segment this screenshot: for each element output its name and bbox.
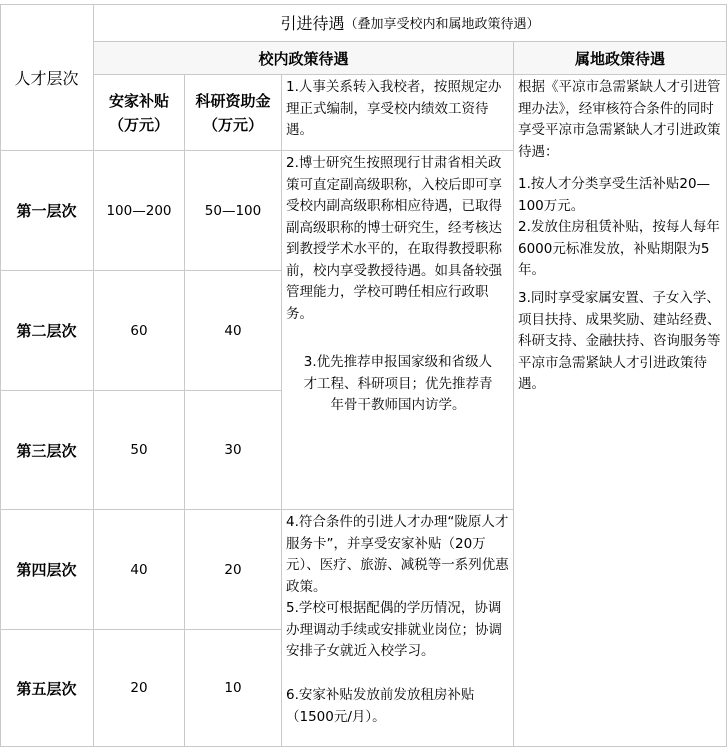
local-policy-item-2: 2.发放住房租赁补贴，按每人每年6000元标准发放，补贴期限为5年。 xyxy=(518,219,720,278)
research-fund-header xyxy=(185,75,282,151)
settle-allowance-header-line2: （万元） xyxy=(108,115,169,134)
level-label: 第二层次 xyxy=(16,322,77,340)
school-policy-item-5: 5.学校可根据配偶的学历情况，协调办理调动手续或安排就业岗位；协调安排子女就近入校学习。 xyxy=(286,600,502,659)
settle-allowance-value: 100—200 xyxy=(106,202,172,219)
settle-allowance-cell xyxy=(94,391,185,510)
settle-allowance-value: 50 xyxy=(130,442,148,458)
research-fund-cell xyxy=(185,630,282,747)
research-fund-cell xyxy=(185,391,282,510)
level-label: 第一层次 xyxy=(16,202,77,220)
school-policy-item-3 xyxy=(286,352,510,417)
table-row-level-4 xyxy=(0,510,94,630)
research-fund-cell xyxy=(185,510,282,630)
settle-allowance-header-line1: 安家补贴 xyxy=(108,91,169,110)
research-fund-header-line1: 科研资助金 xyxy=(195,91,271,110)
benefits-title-label: 引进待遇 xyxy=(280,14,345,33)
research-fund-cell xyxy=(185,151,282,271)
school-policy-item-3-line1: 3.优先推荐申报国家级和省级人 xyxy=(303,354,493,370)
local-policy-item-3: 3.同时享受家属安置、子女入学、项目扶持、成果奖励、建站经费、科研支持、金融扶持、咨询服务等平凉市急需紧缺人才引进政策待遇。 xyxy=(518,290,721,392)
local-policy-intro: 根据《平凉市急需紧缺人才引进管理办法》，经审核符合条件的同时享受平凉市急需紧缺人才引进政策待遇： xyxy=(518,79,721,160)
talent-level-header-label: 人才层次 xyxy=(14,68,79,88)
settle-allowance-value: 20 xyxy=(130,680,148,696)
talent-level-header xyxy=(0,4,94,151)
benefits-title xyxy=(94,4,727,42)
local-policy-header xyxy=(514,42,727,75)
school-policy-item-3-line2: 才工程、科研项目；优先推荐青 xyxy=(303,375,493,392)
school-policy-item-3-line3: 年骨干教师国内访学。 xyxy=(330,397,466,413)
level-label: 第五层次 xyxy=(16,679,77,698)
school-policy-item-4: 4.符合条件的引进人才办理“陇原人才服务卡”，并享受安家补贴（20万元）、医疗、旅游、减税等一系列优惠政策。 xyxy=(286,514,509,595)
local-policy-header-label: 属地政策待遇 xyxy=(574,49,665,68)
settle-allowance-value: 60 xyxy=(130,322,148,339)
level-label: 第四层次 xyxy=(16,561,77,579)
research-fund-header-line2: （万元） xyxy=(202,115,263,134)
level-label: 第三层次 xyxy=(16,441,77,460)
table-row-level-1 xyxy=(0,151,94,271)
settle-allowance-cell xyxy=(94,271,185,391)
research-fund-value: 30 xyxy=(224,442,242,458)
settle-allowance-cell xyxy=(94,510,185,630)
settle-allowance-header xyxy=(94,75,185,151)
table-row-level-5 xyxy=(0,630,94,747)
research-fund-value: 20 xyxy=(224,561,242,578)
benefits-title-note: （叠加享受校内和属地政策待遇） xyxy=(344,17,540,32)
table-row-level-2 xyxy=(0,271,94,391)
school-policy-header xyxy=(94,42,514,75)
settle-allowance-value: 40 xyxy=(130,561,148,578)
school-policy-item-6: 6.安家补贴发放前发放租房补贴（1500元/月）。 xyxy=(286,687,475,725)
local-policy-item-1: 1.按人才分类享受生活补贴20—100万元。 xyxy=(518,176,711,214)
research-fund-value: 40 xyxy=(224,322,242,339)
settle-allowance-cell xyxy=(94,151,185,271)
research-fund-cell xyxy=(185,271,282,391)
school-policy-header-label: 校内政策待遇 xyxy=(258,49,349,68)
table-row-level-3 xyxy=(0,391,94,510)
research-fund-value: 50—100 xyxy=(204,202,262,219)
settle-allowance-cell xyxy=(94,630,185,747)
research-fund-value: 10 xyxy=(224,680,242,696)
school-policy-item-1: 1.人事关系转入我校者，按照规定办理正式编制，享受校内绩效工资待遇。 xyxy=(286,79,502,138)
school-policy-item-2: 2.博士研究生按照现行甘肃省相关政策可直定副高级职称，入校后即可享受校内副高级职称相应待遇，已取得副高级职称的博士研究生，经考核达到教授学术水平的，在取得教授职称前，校内享受教授待遇。如具备较强管理能力，学校可聘任相应行政职务。 xyxy=(286,155,502,322)
